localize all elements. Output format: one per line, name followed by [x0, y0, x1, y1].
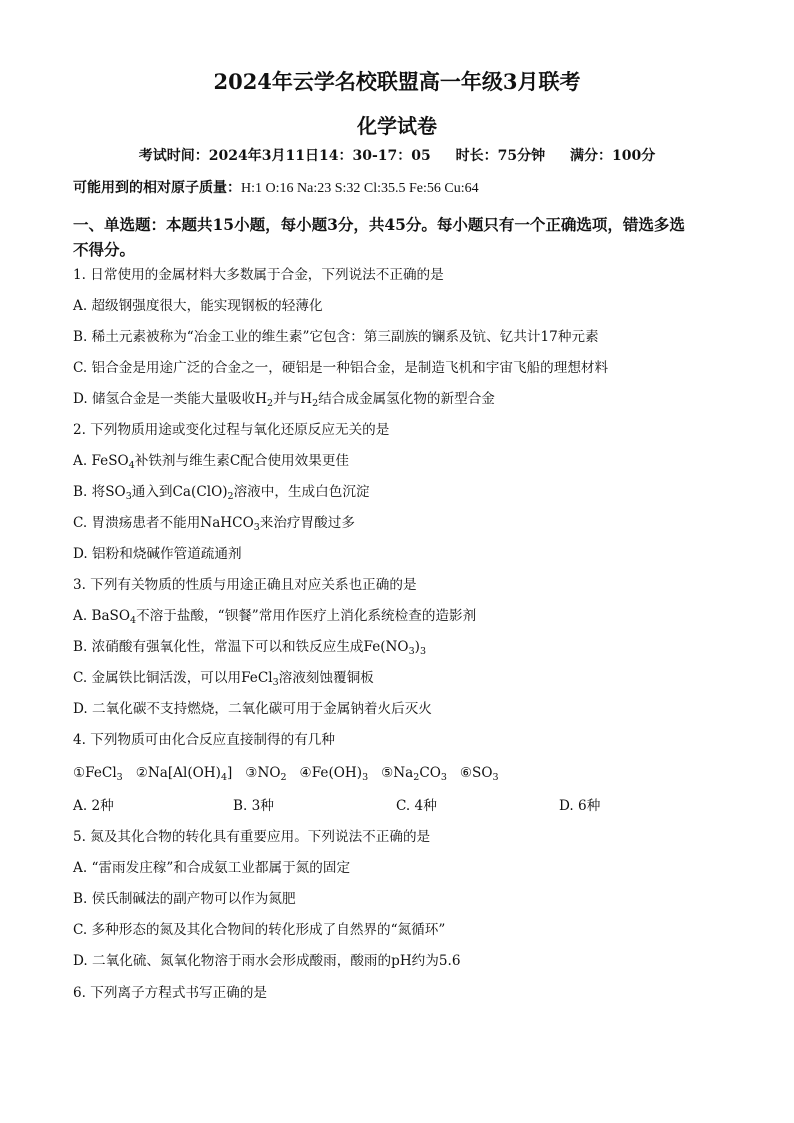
- subscript: 2: [227, 491, 234, 502]
- exam-full-score: 满分：100分: [569, 148, 656, 164]
- q4-item-5-b: CO: [419, 765, 441, 781]
- q6-stem: 6. 下列离子方程式书写正确的是: [73, 985, 268, 1001]
- subscript: 4: [130, 615, 137, 626]
- exam-meta: [0, 146, 794, 166]
- q1-d-text-3: 结合成金属氢化物的新型合金: [318, 391, 495, 407]
- exam-duration: 时长：75分钟: [455, 148, 546, 164]
- q4-item-3: ③NO: [245, 765, 281, 781]
- subscript: 3: [272, 677, 279, 688]
- q4-item-6: ⑥SO: [459, 765, 493, 781]
- q1-option-c: C. 铝合金是用途广泛的合金之一，硬铝是一种铝合金，是制造飞机和宇宙飞船的理想材料: [73, 360, 609, 376]
- q3-option-c: [73, 668, 733, 688]
- q4-item-4: ④Fe(OH): [299, 765, 363, 781]
- q2-stem: 2. 下列物质用途或变化过程与氧化还原反应无关的是: [73, 422, 390, 438]
- exam-title: 2024年云学名校联盟高一年级3月联考: [213, 69, 581, 94]
- q5-option-c: C. 多种形态的氮及其化合物间的转化形成了自然界的“氮循环”: [73, 922, 446, 938]
- section-heading-line2: 不得分。: [73, 240, 136, 259]
- q3-a-text-1: A. BaSO: [73, 608, 131, 624]
- q3-b-text-2: ): [414, 639, 420, 655]
- q3-c-text-1: C. 金属铁比铜活泼，可以用FeCl: [73, 670, 273, 686]
- q5-option-a: A. “雷雨发庄稼”和合成氨工业都属于氮的固定: [73, 860, 351, 876]
- subscript: 3: [362, 772, 369, 783]
- q5-stem: 5. 氮及其化合物的转化具有重要应用。下列说法不正确的是: [73, 829, 431, 845]
- q2-b-text-2: 通入到Ca(ClO): [131, 484, 228, 500]
- subscript: 3: [125, 491, 132, 502]
- q4-option-d: D. 6种: [559, 798, 601, 814]
- q4-item-5: ⑤Na: [381, 765, 414, 781]
- q3-option-d: D. 二氧化碳不支持燃烧，二氧化碳可用于金属钠着火后灭火: [73, 701, 432, 717]
- subscript: 3: [419, 646, 426, 657]
- q4-item-2: ②Na[Al(OH): [135, 765, 221, 781]
- subscript: 3: [440, 772, 447, 783]
- q1-option-b: B. 稀土元素被称为“冶金工业的维生素”它包含：第三副族的镧系及钪、钇共计17种元素: [73, 329, 599, 345]
- q1-option-d: [73, 389, 733, 409]
- atomic-masses-values: H:1 O:16 Na:23 S:32 Cl:35.5 Fe:56 Cu:64: [241, 181, 479, 196]
- q2-option-d: D. 铝粉和烧碱作管道疏通剂: [73, 546, 242, 562]
- section-heading: [73, 212, 733, 262]
- subscript: 3: [492, 772, 499, 783]
- q3-option-b: [73, 637, 733, 657]
- q1-option-a: A. 超级钢强度很大，能实现钢板的轻薄化: [73, 298, 323, 314]
- q4-item-1: ①FeCl: [73, 765, 117, 781]
- q3-c-text-2: 溶液刻蚀覆铜板: [278, 670, 374, 686]
- exam-subject-title: 化学试卷: [357, 114, 437, 138]
- atomic-masses: [73, 178, 479, 199]
- q2-option-a: [73, 451, 733, 471]
- q2-b-text-3: 溶液中，生成白色沉淀: [233, 484, 370, 500]
- q1-d-text-1: D. 储氢合金是一类能大量吸收H: [73, 391, 268, 407]
- q2-c-text-1: C. 胃溃疡患者不能用NaHCO: [73, 515, 254, 531]
- q2-a-text-1: A. FeSO: [73, 453, 129, 469]
- q3-option-a: [73, 606, 733, 626]
- q4-option-a: A. 2种: [73, 798, 114, 814]
- subscript: 3: [253, 522, 260, 533]
- subscript: 4: [128, 460, 135, 471]
- subscript: 4: [220, 772, 227, 783]
- q2-a-text-2: 补铁剂与维生素C配合使用效果更佳: [134, 453, 350, 469]
- atomic-masses-label: 可能用到的相对原子质量：: [73, 180, 241, 196]
- q1-d-text-2: 并与H: [273, 391, 313, 407]
- q5-option-b: B. 侯氏制碱法的副产物可以作为氮肥: [73, 891, 296, 907]
- q2-b-text-1: B. 将SO: [73, 484, 126, 500]
- q3-b-text-1: B. 浓硝酸有强氧化性，常温下可以和铁反应生成Fe(NO: [73, 639, 409, 655]
- q4-substance-list: [73, 763, 499, 783]
- q4-stem: 4. 下列物质可由化合反应直接制得的有几种: [73, 732, 335, 748]
- subscript: 2: [413, 772, 420, 783]
- subscript: 3: [116, 772, 123, 783]
- subscript: 3: [408, 646, 415, 657]
- section-heading-line1: 一、单选题：本题共15小题，每小题3分，共45分。每小题只有一个正确选项，错选多选: [73, 215, 685, 234]
- q4-option-c: C. 4种: [396, 798, 437, 814]
- q3-stem: 3. 下列有关物质的性质与用途正确且对应关系也正确的是: [73, 577, 417, 593]
- subscript: 2: [280, 772, 287, 783]
- q1-stem: 1. 日常使用的金属材料大多数属于合金，下列说法不正确的是: [73, 267, 444, 283]
- q2-c-text-2: 来治疗胃酸过多: [259, 515, 355, 531]
- q2-option-c: [73, 513, 733, 533]
- q2-option-b: [73, 482, 733, 502]
- q3-a-text-2: 不溶于盐酸，“钡餐”常用作医疗上消化系统检查的造影剂: [136, 608, 477, 624]
- q4-option-b: B. 3种: [233, 798, 274, 814]
- exam-time: 考试时间：2024年3月11日14：30-17：05: [138, 148, 431, 164]
- q4-item-2-close: ]: [227, 765, 233, 781]
- subscript: 2: [312, 398, 319, 409]
- subscript: 2: [267, 398, 274, 409]
- q5-option-d: D. 二氧化硫、氮氧化物溶于雨水会形成酸雨，酸雨的pH约为5.6: [73, 953, 461, 969]
